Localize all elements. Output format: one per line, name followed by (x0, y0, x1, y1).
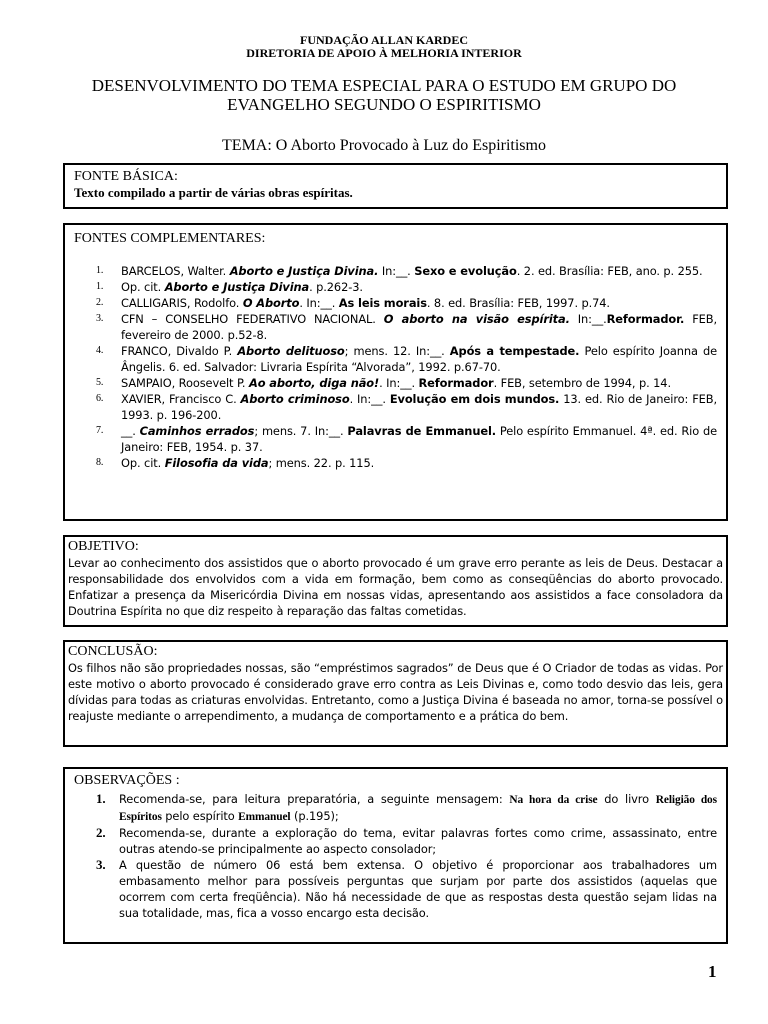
reference-item: 4. FRANCO, Divaldo P. Aborto delituoso; mens. 12. In:__. Após a tempestade. Pelo espírito Joanna de Ângelis. 6. ed. Salvador: Livraria Espírita “Alvorada”, 1992. p.67-70. (96, 344, 717, 374)
conclusao-title: CONCLUSÃO: (68, 644, 158, 659)
fonte-basica-title: FONTE BÁSICA: (74, 169, 178, 184)
fonte-basica-text: Texto compilado a partir de várias obras espíritas. (74, 185, 353, 200)
reference-item: 8. Op. cit. Filosofia da vida; mens. 22. p. 115. (96, 456, 375, 470)
main-title: DESENVOLVIMENTO DO TEMA ESPECIAL PARA O ESTUDO EM GRUPO DO EVANGELHO SEGUNDO O ESPIRITISMO (91, 76, 677, 114)
conclusao-text: Os filhos não são propriedades nossas, são “empréstimos sagrados” de Deus que é O Criador de todas as vidas. Por este motivo o aborto provocado é considerado grave erro contra as Leis Divinas e, como todo desvio das leis, gera dívidas para todas as criaturas envolvidas. Entretanto, como a Justiça Divina é baseada no amor, torna-se possível o reajuste mediante o arrependimento, a mudança de comportamento e a prática do bem. (68, 661, 723, 723)
reference-item: 7. __. Caminhos errados; mens. 7. In:__. Palavras de Emmanuel. Pelo espírito Emmanuel. 4ª. ed. Rio de Janeiro: FEB, 1954. p. 37. (96, 424, 718, 454)
observacoes-title: OBSERVAÇÕES : (74, 773, 180, 788)
objetivo-box (63, 535, 728, 627)
reference-item: 1. BARCELOS, Walter. Aborto e Justiça Divina. In:__. Sexo e evolução. 2. ed. Brasília: FEB, ano. p. 255. (96, 264, 703, 278)
observacao-item: 2. Recomenda-se, durante a exploração do tema, evitar palavras fortes como crime, assassinato, entre outras atendo-se principalmente ao aspecto consolador; (96, 825, 717, 856)
fontes-complementares-box (63, 223, 728, 521)
observacoes-box (63, 767, 728, 944)
tema-title: TEMA: O Aborto Provocado à Luz do Espiritismo (222, 137, 546, 154)
observacao-item: 1. Recomenda-se, para leitura preparatória, a seguinte mensagem: Na hora da crise do livro Religião dos Espíritos pelo espírito Emmanuel (p.195); (96, 791, 717, 823)
reference-item: 3. CFN – CONSELHO FEDERATIVO NACIONAL. O aborto na visão espírita. In:__.Reformador. FEB, fevereiro de 2000. p.52-8. (96, 312, 717, 342)
fonte-basica-box (63, 163, 728, 209)
conclusao-box (63, 640, 728, 747)
objetivo-title: OBJETIVO: (68, 539, 139, 554)
objetivo-text: Levar ao conhecimento dos assistidos que o aborto provocado é um grave erro perante as leis de Deus. Destacar a responsabilidade dos envolvidos com a vida em formação, bem como as conseqüências do aborto provocado. Enfatizar a presença da Misericórdia Divina em nossas vidas, apresentando aos assistidos a face consoladora da Doutrina Espírita no que diz respeito à reparação das faltas cometidas. (68, 556, 723, 618)
page-number: 1 (708, 962, 717, 981)
fontes-complementares-title: FONTES COMPLEMENTARES: (74, 231, 266, 246)
reference-item: 5. SAMPAIO, Roosevelt P. Ao aborto, diga não!. In:__. Reformador. FEB, setembro de 1994, p. 14. (96, 376, 671, 390)
reference-item: 2. CALLIGARIS, Rodolfo. O Aborto. In:__. As leis morais. 8. ed. Brasília: FEB, 1997. p.74. (96, 296, 610, 310)
dept-name: DIRETORIA DE APOIO À MELHORIA INTERIOR (246, 46, 522, 60)
reference-item: 1. Op. cit. Aborto e Justiça Divina. p.262-3. (96, 280, 363, 294)
reference-item: 6. XAVIER, Francisco C. Aborto criminoso. In:__. Evolução em dois mundos. 13. ed. Rio de Janeiro: FEB, 1993. p. 196-200. (96, 392, 718, 422)
observacoes-list (74, 791, 717, 921)
reference-list (74, 263, 717, 471)
org-name: FUNDAÇÃO ALLAN KARDEC (299, 33, 468, 47)
observacao-item: 3. A questão de número 06 está bem extensa. O objetivo é proporcionar aos trabalhadores um embasamento melhor para possíveis perguntas que surjam por parte dos assistidos (aquelas que ocorrem com certa freqüência). Não há necessidade de que as respostas desta questão sejam lidas na sua totalidade, mas, fica a vosso encargo esta decisão. (96, 857, 717, 920)
